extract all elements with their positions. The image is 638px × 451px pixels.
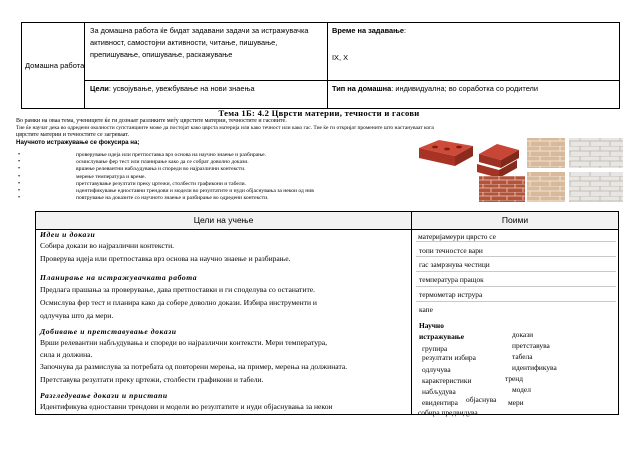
goals-header-left-text: Цели на учење bbox=[193, 215, 254, 225]
brick-illustration bbox=[415, 136, 625, 203]
term: термометар иструра bbox=[419, 290, 483, 299]
wall-tan bbox=[527, 138, 565, 168]
focus-list bbox=[13, 152, 314, 202]
topic-intro-1: Во рамки на оваа тема, учениците ќе ги дознаат разликите меѓу цврстите материи, течностите и гасовите. bbox=[16, 118, 287, 124]
type-value: : индивидуална; во соработка со родители bbox=[391, 84, 538, 93]
section-line: Осмислува фер тест и планира како да собере доволно докази. Избира инструменти и bbox=[40, 298, 317, 307]
term: евидентира bbox=[422, 398, 458, 407]
section-line: Проверува идеја или претпоставка врз основа на научно знаење и разбирање. bbox=[40, 254, 291, 263]
wall-tan-2 bbox=[527, 172, 565, 202]
topic-intro-2: Тие ќе научат дека во одредени околности супстанциите може да постојат како цврста материја или како течност или како гас. Тие ќе ги откријат промените што настануваат кога bbox=[16, 125, 434, 131]
section-line: Врши релевантни набљудувања и спореди во најразлични контексти. Мери температура, bbox=[40, 338, 328, 347]
time-label-line bbox=[332, 25, 406, 36]
focus-heading: Научното истражување се фокусира на; bbox=[16, 139, 140, 146]
term: карактеристики bbox=[422, 376, 472, 385]
homework-task-text: За домашна работа ќе бидат задавани задачи за истражувачка активност, самостојни активности, читање, пишување, препишување, опишување, раскажување bbox=[90, 26, 309, 59]
term: топи течностсе вари bbox=[419, 246, 483, 255]
goals-line bbox=[90, 83, 255, 94]
term: гас замрзнува честици bbox=[419, 260, 490, 269]
term: резултати избира bbox=[422, 353, 476, 362]
section-line: сила и должина. bbox=[40, 350, 93, 359]
section-line: Собира докази во најразлични контексти. bbox=[40, 241, 175, 250]
section-line: Претставува резултати преку цртежи, столбести графикони и табели. bbox=[40, 375, 264, 384]
term: капе bbox=[419, 305, 433, 314]
time-value: IX, X bbox=[332, 53, 349, 62]
section-heading: Добивање и претставување докази bbox=[40, 327, 177, 336]
term: собира предвидува bbox=[418, 408, 478, 417]
single-brick bbox=[419, 140, 473, 166]
homework-label: Домашна работа bbox=[25, 61, 85, 70]
wall-white bbox=[569, 138, 623, 168]
section-heading: Разгледување докази и пристапи bbox=[40, 391, 168, 400]
term: Научно bbox=[419, 321, 444, 330]
term: модел bbox=[512, 385, 531, 394]
term: мери bbox=[508, 398, 524, 407]
term: материјамеури цврсто се bbox=[418, 232, 496, 241]
time-label: Време на задавање bbox=[332, 26, 404, 35]
focus-item: • претставување резултати преку цртежи, столбести графикони и табели. bbox=[13, 181, 314, 188]
type-line bbox=[332, 83, 538, 94]
term: докази bbox=[512, 330, 534, 339]
terms-area bbox=[416, 229, 616, 415]
topic-title: Тема 1Б: 4.2 Цврсти материи, течности и гасови bbox=[218, 108, 420, 118]
term: одлучува bbox=[422, 365, 451, 374]
goals-label: Цели bbox=[90, 84, 109, 93]
term: претставува bbox=[512, 341, 550, 350]
term: групира bbox=[422, 344, 448, 353]
focus-item: • проверување идеја или претпоставка врз основа на научно знаење и разбирање. bbox=[13, 152, 314, 159]
section-line: Предлага прашања за проверување, дава претпоставки и ги споделува со останатите. bbox=[40, 285, 316, 294]
section-heading: Идеи и докази bbox=[40, 230, 96, 239]
goals-header-right-text: Поими bbox=[501, 215, 529, 225]
goals-value: : усвојување, увежбување на нови знаења bbox=[108, 84, 255, 93]
focus-item: • вршење релевантни набљудувања и спореди во најразлични контексти. bbox=[13, 166, 314, 173]
term: температура пращок bbox=[419, 275, 484, 284]
focus-item: • идентификување едноставни трендови и модели во резултатите и нуди објаснувања за некои од нив bbox=[13, 188, 314, 195]
section-line: одлучува што да мери. bbox=[40, 311, 114, 320]
time-colon: : bbox=[403, 26, 407, 35]
section-heading: Планирање на истражувачката работа bbox=[40, 273, 198, 282]
wall-white-2 bbox=[569, 172, 623, 202]
focus-item: • осмислување фер тест или планирање како да се собрат доволно докази. bbox=[13, 159, 314, 166]
term: тренд bbox=[505, 374, 524, 383]
focus-item: • мерење температура и време. bbox=[13, 174, 314, 181]
term: објаснува bbox=[466, 395, 497, 404]
term: набљудува bbox=[422, 387, 456, 396]
term: идентификува bbox=[512, 363, 557, 372]
term: истражување bbox=[419, 332, 464, 341]
topic-intro-3: цврстите материи и течностите се загреваат. bbox=[16, 132, 129, 138]
section-line: Започнува да размислува за потребата од повторени мерења, на пример, мерења на должината. bbox=[40, 362, 348, 371]
type-label: Тип на домашна bbox=[332, 84, 392, 93]
term: табела bbox=[512, 352, 533, 361]
wall-red bbox=[479, 176, 525, 202]
stacked-bricks bbox=[477, 144, 519, 178]
focus-item: • повтрување на доказите со научното знаење и разбирање во одредени контексти. bbox=[13, 195, 314, 202]
section-line: Идентификува едноставни трендови и модели во резултатите и нуди објаснувања за некои bbox=[40, 402, 333, 411]
